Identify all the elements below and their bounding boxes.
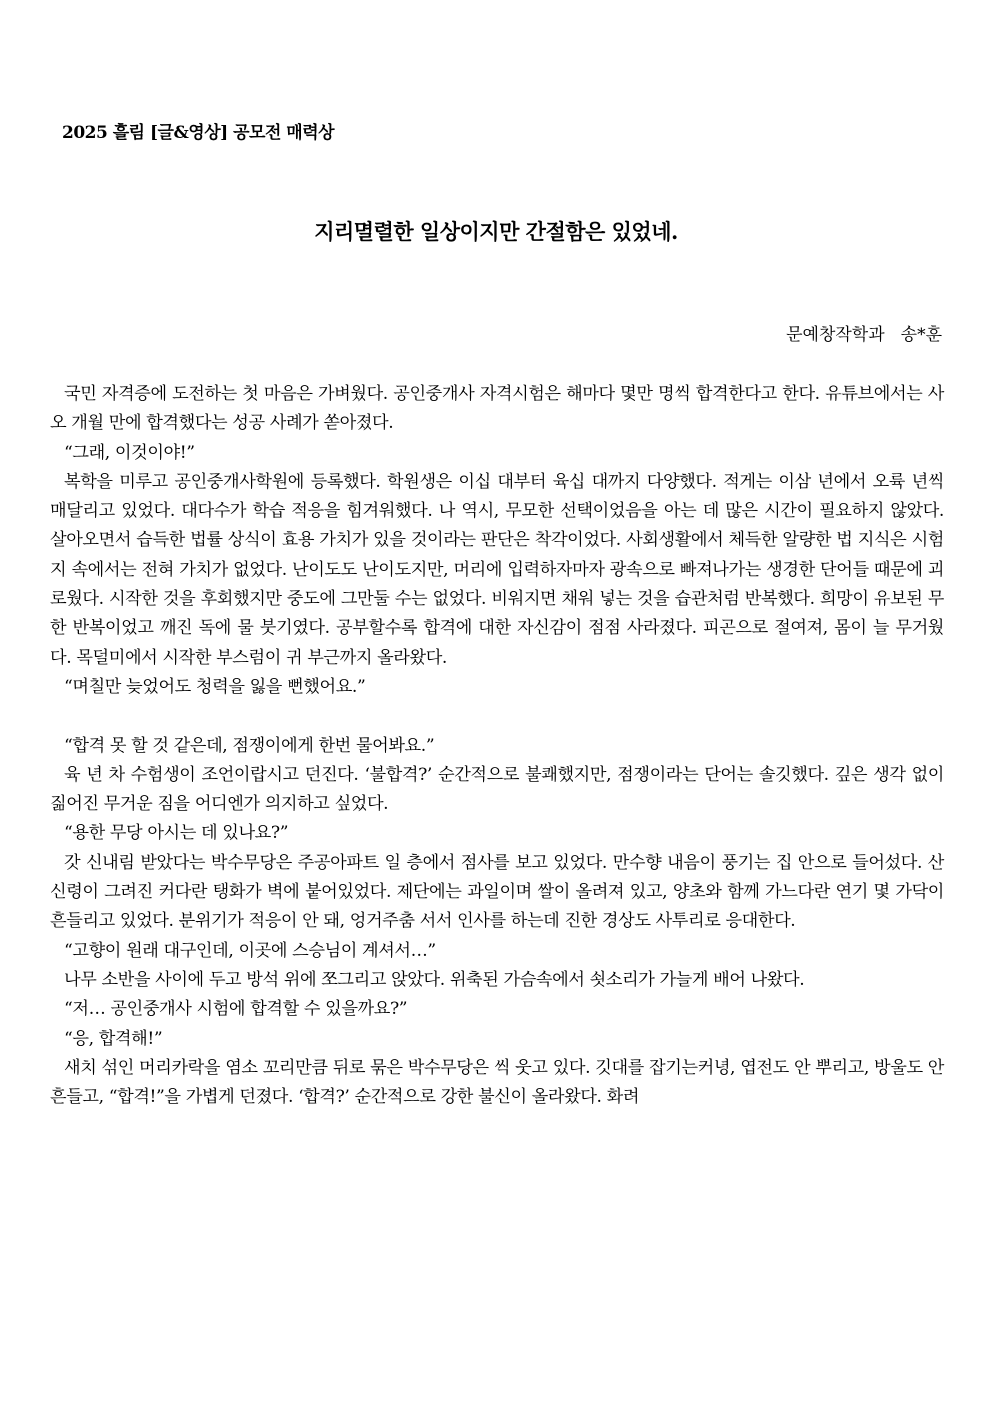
paragraph-blank bbox=[50, 702, 944, 731]
paragraph: “며칠만 늦었어도 청력을 잃을 뻔했어요.” bbox=[64, 676, 366, 697]
author-name: 송*훈 bbox=[900, 325, 942, 345]
paragraph: 갓 신내림 받았다는 박수무당은 주공아파트 일 층에서 점사를 보고 있었다. 만수향 내음이 풍기는 집 안으로 들어섰다. 산신령이 그려진 커다란 탱화가 벽에 붙어있었다. 제단에는 과일이며 쌀이 올려져 있고, 양초와 함께 가느다란 연기 몇 가닥이 흔들리고 있었다. 분위기가 적응이 안 돼, 엉거주춤 서서 인사를 하는데 진한 경상도 사투리로 응대한다. bbox=[50, 852, 944, 932]
essay-body bbox=[50, 380, 944, 1112]
paragraph: 새치 섞인 머리카락을 염소 꼬리만큼 뒤로 묶은 박수무당은 씩 웃고 있다. 깃대를 잡기는커녕, 엽전도 안 뿌리고, 방울도 안 흔들고, “합격!”을 가볍게 던졌다. ‘합격?’ 순간적으로 강한 불신이 올라왔다. 화려 bbox=[50, 1057, 944, 1108]
paragraph: “그래, 이것이야!” bbox=[64, 442, 195, 463]
award-line: 2025 흘림 [글&영상] 공모전 매력상 bbox=[62, 123, 335, 143]
document-title: 지리멸렬한 일상이지만 간절함은 있었네. bbox=[314, 219, 678, 244]
paragraph: “고향이 원래 대구인데, 이곳에 스승님이 계셔서…” bbox=[64, 940, 436, 961]
paragraph: 나무 소반을 사이에 두고 방석 위에 쪼그리고 앉았다. 위축된 가슴속에서 쇳소리가 가늘게 배어 나왔다. bbox=[64, 969, 805, 990]
author-line bbox=[786, 320, 942, 345]
paragraph: “합격 못 할 것 같은데, 점쟁이에게 한번 물어봐요.” bbox=[64, 735, 435, 756]
paragraph: “응, 합격해!” bbox=[64, 1028, 163, 1049]
paragraph: “저… 공인중개사 시험에 합격할 수 있을까요?” bbox=[64, 999, 408, 1020]
paragraph: 복학을 미루고 공인중개사학원에 등록했다. 학원생은 이십 대부터 육십 대까지 다양했다. 적게는 이삼 년에서 오륙 년씩 매달리고 있었다. 대다수가 학습 적응을 힘겨워했다. 나 역시, 무모한 선택이었음을 아는 데 많은 시간이 필요하지 않았다. 살아오면서 습득한 법률 상식이 효용 가치가 있을 것이라는 판단은 착각이었다. 사회생활에서 체득한 알량한 법 지식은 시험지 속에서는 전혀 가치가 없었다. 난이도도 난이도지만, 머리에 입력하자마자 광속으로 빠져나가는 생경한 단어들 때문에 괴로웠다. 시작한 것을 후회했지만 중도에 그만둘 수는 없었다. 비워지면 채워 넣는 것을 습관처럼 반복했다. 희망이 유보된 무한 반복이었고 깨진 독에 물 붓기였다. 공부할수록 합격에 대한 자신감이 점점 사라졌다. 피곤으로 절여져, 몸이 늘 무거웠다. 목덜미에서 시작한 부스럼이 귀 부근까지 올라왔다. bbox=[50, 471, 944, 668]
paragraph: 육 년 차 수험생이 조언이랍시고 던진다. ‘불합격?’ 순간적으로 불쾌했지만, 점쟁이라는 단어는 솔깃했다. 깊은 생각 없이 짊어진 무거운 짐을 어디엔가 의지하고 싶었다. bbox=[50, 764, 944, 815]
paragraph: “용한 무당 아시는 데 있나요?” bbox=[64, 823, 289, 844]
author-department: 문예창작학과 bbox=[786, 325, 885, 345]
paragraph: 국민 자격증에 도전하는 첫 마음은 가벼웠다. 공인중개사 자격시험은 해마다 몇만 명씩 합격한다고 한다. 유튜브에서는 사오 개월 만에 합격했다는 성공 사례가 쏟아졌다. bbox=[50, 384, 944, 434]
